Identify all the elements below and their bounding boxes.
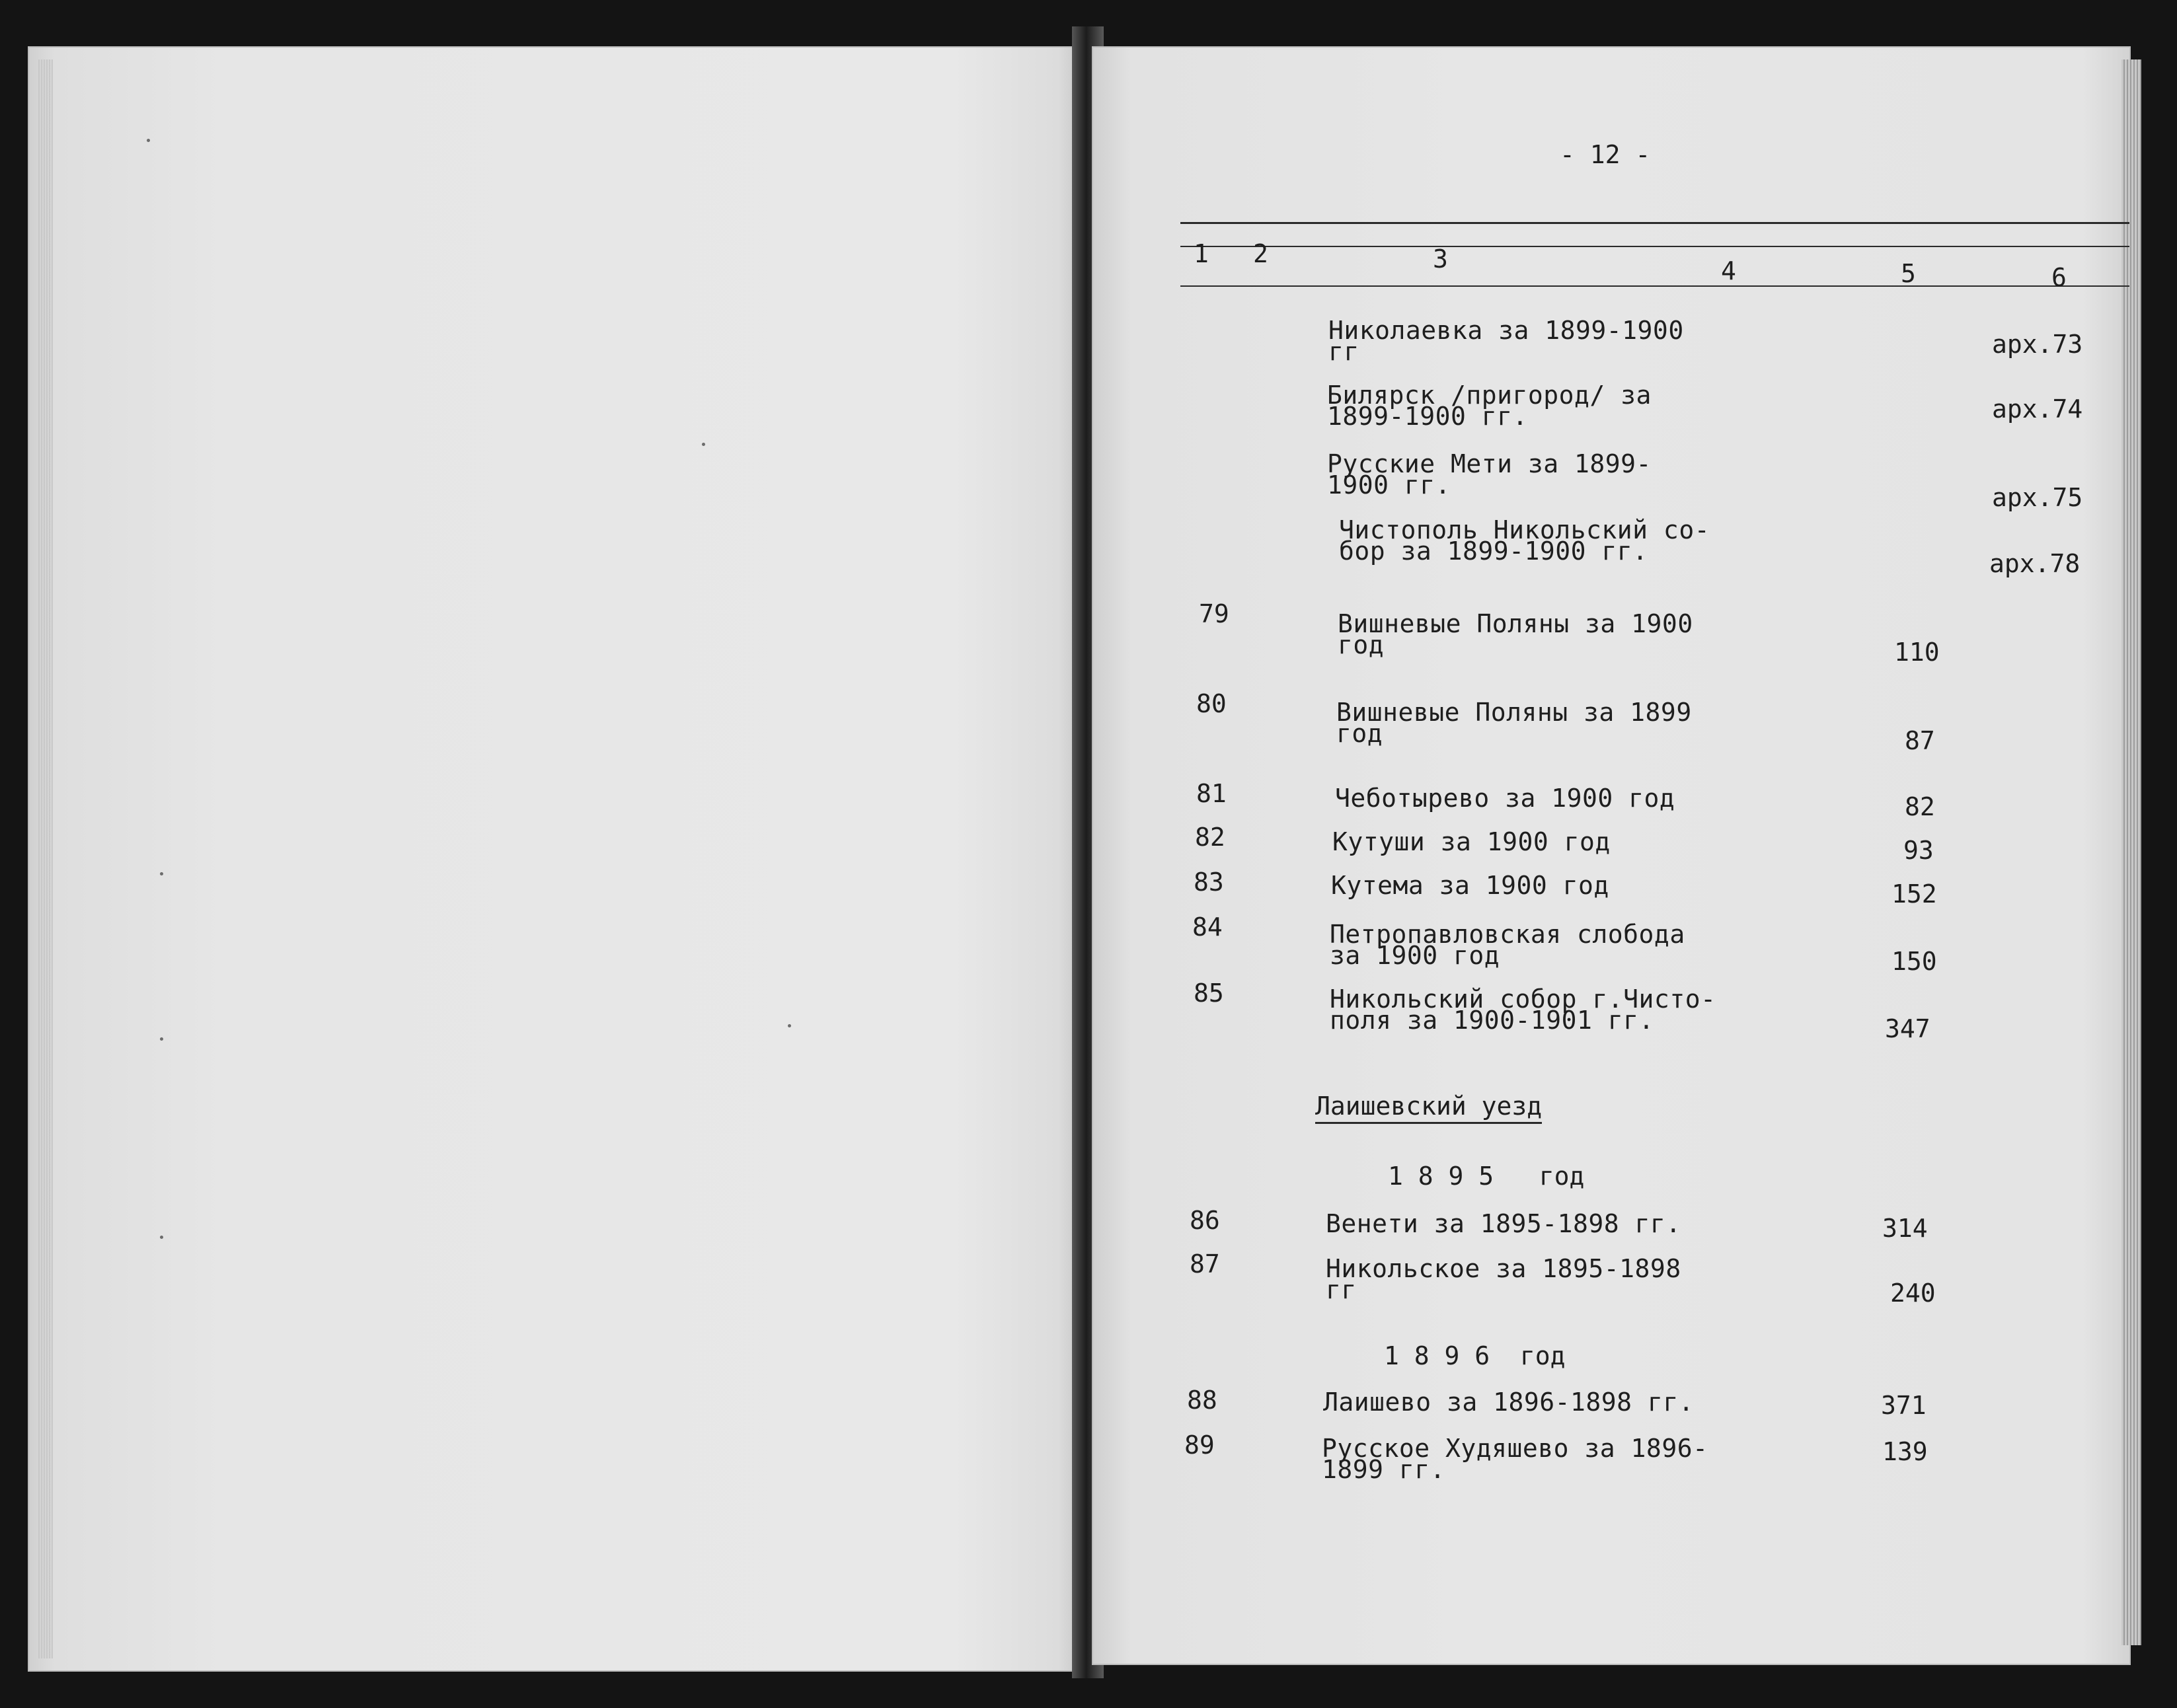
entry-quantity: 347 — [1885, 1014, 1930, 1043]
entry-quantity: 152 — [1891, 879, 1937, 909]
paper-speck — [147, 139, 150, 142]
right-page-edge — [2121, 59, 2141, 1645]
entry-number: 80 — [1196, 689, 1227, 718]
left-page — [28, 46, 1079, 1672]
entry-quantity: 139 — [1882, 1437, 1928, 1466]
right-page — [1092, 46, 2131, 1665]
paper-speck — [702, 443, 705, 446]
entry-quantity: 150 — [1891, 947, 1937, 976]
column-number-1: 1 — [1194, 239, 1209, 268]
entry-name: Билярск /пригород/ за 1899-1900 гг. — [1327, 381, 1652, 431]
entry-quantity: 110 — [1894, 638, 1940, 667]
header-second-rule — [1180, 246, 2129, 247]
entry-name: Петропавловская слобода за 1900 год — [1330, 920, 1685, 970]
entry-name: Вишневые Поляны за 1900 год — [1338, 609, 1693, 659]
entry-name: Русские Мети за 1899- 1900 гг. — [1327, 449, 1652, 500]
entry-name: Николаевка за 1899-1900 гг — [1328, 316, 1684, 366]
entry-quantity: 87 — [1905, 726, 1935, 755]
entry-name: Венети за 1895-1898 гг. — [1326, 1209, 1681, 1238]
entry-number: 89 — [1184, 1430, 1215, 1460]
paper-speck — [160, 1236, 163, 1239]
column-number-5: 5 — [1901, 259, 1916, 288]
column-number-3: 3 — [1433, 244, 1448, 274]
entry-quantity: 314 — [1882, 1214, 1928, 1243]
header-top-rule — [1180, 222, 2129, 224]
entry-name: Кутема за 1900 год — [1331, 871, 1609, 900]
column-number-4: 4 — [1721, 256, 1736, 285]
entry-number: 85 — [1194, 979, 1224, 1008]
section-heading: Лаишевский уезд — [1315, 1094, 1542, 1124]
entry-quantity: 240 — [1890, 1279, 1936, 1308]
header-bottom-rule — [1180, 285, 2129, 287]
entry-name: Никольское за 1895-1898 гг — [1326, 1254, 1681, 1304]
year-heading: 1 8 9 5 год — [1388, 1162, 1585, 1191]
entry-number: 83 — [1194, 868, 1224, 897]
entry-number: 84 — [1192, 912, 1223, 942]
archive-ref: арх.74 — [1992, 394, 2083, 424]
entry-number: 79 — [1199, 599, 1229, 628]
archive-ref: арх.73 — [1992, 330, 2083, 359]
year-heading: 1 8 9 6 год — [1384, 1341, 1566, 1370]
entry-name: Чистополь Никольский со- бор за 1899-1900 гг. — [1339, 515, 1710, 566]
entry-number: 86 — [1190, 1206, 1220, 1235]
entry-name: Кутуши за 1900 год — [1332, 827, 1611, 856]
column-number-6: 6 — [2051, 263, 2067, 292]
entry-quantity: 82 — [1905, 792, 1935, 821]
entry-name: Вишневые Поляны за 1899 год — [1336, 698, 1692, 748]
paper-speck — [160, 872, 163, 875]
entry-name: Никольский собор г.Чисто- поля за 1900-1901 гг. — [1330, 984, 1716, 1035]
page-number: - 12 - — [1560, 140, 1651, 169]
archive-ref: арх.78 — [1989, 549, 2081, 578]
entry-name: Лаишево за 1896-1898 гг. — [1323, 1388, 1695, 1417]
entry-number: 81 — [1196, 779, 1227, 808]
paper-speck — [788, 1024, 791, 1027]
paper-speck — [160, 1037, 163, 1041]
archive-ref: арх.75 — [1992, 483, 2083, 512]
entry-number: 88 — [1187, 1386, 1217, 1415]
entry-number: 82 — [1195, 823, 1225, 852]
entry-name: Чеботырево за 1900 год — [1335, 784, 1675, 813]
entry-number: 87 — [1190, 1249, 1220, 1279]
entry-quantity: 93 — [1903, 836, 1934, 865]
column-number-2: 2 — [1253, 239, 1268, 268]
entry-name: Русское Худяшево за 1896- 1899 гг. — [1322, 1434, 1708, 1484]
entry-quantity: 371 — [1881, 1391, 1927, 1420]
left-page-edge — [37, 59, 53, 1658]
